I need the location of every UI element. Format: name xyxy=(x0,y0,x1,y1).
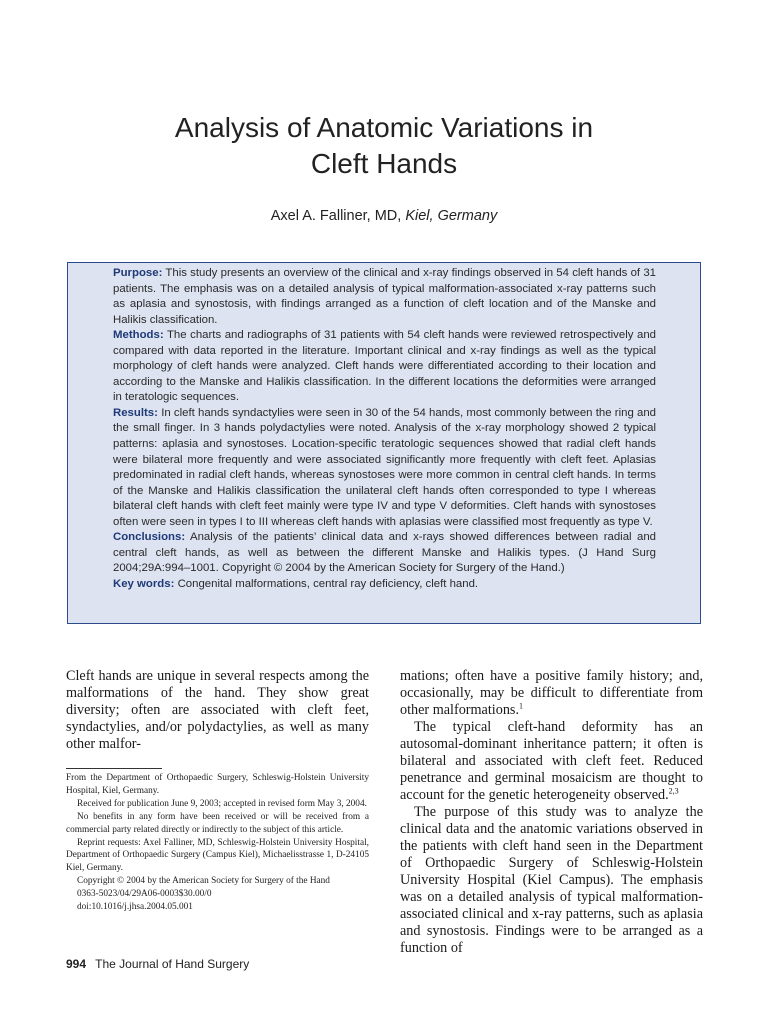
abstract-purpose xyxy=(113,266,656,328)
footnotes xyxy=(66,772,369,914)
results-text: In cleft hands syndactylies were seen in 30 of the 54 hands, most commonly between the ring and the small finger. In 3 hands polydactylies were noted. Analysis of the x-ray morphology showed 2 typical patterns: aplasia and synostoses. Location-specific teratologic sequences showed that radial cleft hands were bilateral more frequently and were associated significantly more frequently with cleft feet. Aplasias predominated in radial cleft hands, whereas synostoses were more common in central cleft hands. In terms of the Manske and Halikis classification the unilateral cleft hands often corresponded to type I whereas bilateral cleft hands with cleft feet mainly were type IV and type V deformities. Cleft hands with synostoses often were seen in types I to III whereas cleft hands with aplasias were classified most frequently as type V. xyxy=(113,406,656,528)
body-paragraph xyxy=(400,719,703,804)
reference-marker: 1 xyxy=(519,701,523,711)
journal-name: The Journal of Hand Surgery xyxy=(95,957,250,971)
results-label: Results: xyxy=(113,406,158,419)
body-column-left xyxy=(66,668,369,753)
keywords-text: Congenital malformations, central ray deficiency, cleft hand. xyxy=(177,577,479,590)
body-column-right xyxy=(400,668,703,957)
paragraph-text: The typical cleft-hand deformity has an autosomal-dominant inheritance pattern; it often is bilateral and associated with cleft feet. Reduced penetrance and germinal mosaicism are thought to account for the genetic heterogeneity observed. xyxy=(400,719,703,803)
keywords-label: Key words: xyxy=(113,577,175,590)
body-paragraph: The purpose of this study was to analyze the clinical data and the anatomic variations observed in the patients with cleft hand seen in the Department of Orthopaedic Surgery of Schleswig-Holstein University Hospital (Kiel Campus). The emphasis was on a detailed analysis of typical malformation-associated clinical and x-ray patterns, such as aplasia and synostosis. Findings were to be arranged as a function of xyxy=(400,804,703,956)
abstract-box xyxy=(67,262,701,624)
purpose-label: Purpose: xyxy=(113,267,163,279)
methods-label: Methods: xyxy=(113,329,164,342)
page-number: 994 xyxy=(66,957,87,971)
paragraph-text: mations; often have a positive family history; and, occasionally, may be difficult to differentiate from other malformations. xyxy=(400,668,703,718)
body-paragraph: Cleft hands are unique in several respects among the malformations of the hand. They show great diversity; often are associated with cleft feet, syndactylies, and/or polydactylies, as well as many other malfor- xyxy=(66,668,369,752)
title-line-1: Analysis of Anatomic Variations in xyxy=(174,112,594,143)
article-title xyxy=(60,110,708,182)
abstract-conclusions xyxy=(113,530,656,577)
author-location: Kiel, Germany xyxy=(405,208,498,224)
purpose-text: This study presents an overview of the clinical and x-ray findings observed in 54 cleft hands of 31 patients. The emphasis was on a detailed analysis of typical malformation-associated x-ray patterns such as aplasia and synostosis, with findings arranged as a function of cleft location and of the Manske and Halikis classification. xyxy=(113,267,656,326)
author-name: Axel A. Falliner, MD, xyxy=(270,208,402,224)
page-footer xyxy=(66,957,249,971)
abstract-results xyxy=(113,406,656,530)
conclusions-label: Conclusions: xyxy=(113,531,186,544)
reference-marker: 2,3 xyxy=(668,786,679,796)
footnote-reprint: Reprint requests: Axel Falliner, MD, Schleswig-Holstein University Hospital, Department of Orthopaedic Surgery (Campus Kiel), Michaelisstrasse 1, D-24105 Kiel, Germany. xyxy=(66,837,369,874)
footnote-divider xyxy=(66,768,162,769)
abstract-methods xyxy=(113,328,656,406)
title-line-2: Cleft Hands xyxy=(310,148,458,179)
body-paragraph xyxy=(400,668,703,719)
footnote-issn: 0363-5023/04/29A06-0003$30.00/0 xyxy=(77,889,212,900)
methods-text: The charts and radiographs of 31 patients with 54 cleft hands were reviewed retrospectively and compared with data reported in the literature. Important clinical and x-ray findings as well as the typical morphology of cleft hands were analyzed. Cleft hands were differentiated according to their location and according to the Manske and Halikis classification. In the different locations the deformities were arranged in teratologic sequences. xyxy=(113,329,656,404)
footnote-doi: doi:10.1016/j.jhsa.2004.05.001 xyxy=(77,902,193,913)
footnote-received: Received for publication June 9, 2003; accepted in revised form May 3, 2004. xyxy=(77,798,367,809)
footnote-copyright: Copyright © 2004 by the American Society for Surgery of the Hand xyxy=(77,876,330,887)
abstract-keywords xyxy=(113,577,656,593)
footnote-affiliation: From the Department of Orthopaedic Surgery, Schleswig-Holstein University Hospital, Kiel, Germany. xyxy=(66,773,369,796)
footnote-benefits: No benefits in any form have been received or will be received from a commercial party related directly or indirectly to the subject of this article. xyxy=(66,811,369,835)
conclusions-text: Analysis of the patients’ clinical data and x-rays showed differences between radial and central cleft hands, as well as between the different Manske and Halikis types. (J Hand Surg 2004;29A:994–1001. Copyright © 2004 by the American Society for Surgery of the Hand.) xyxy=(113,531,656,575)
author-line xyxy=(0,208,768,224)
